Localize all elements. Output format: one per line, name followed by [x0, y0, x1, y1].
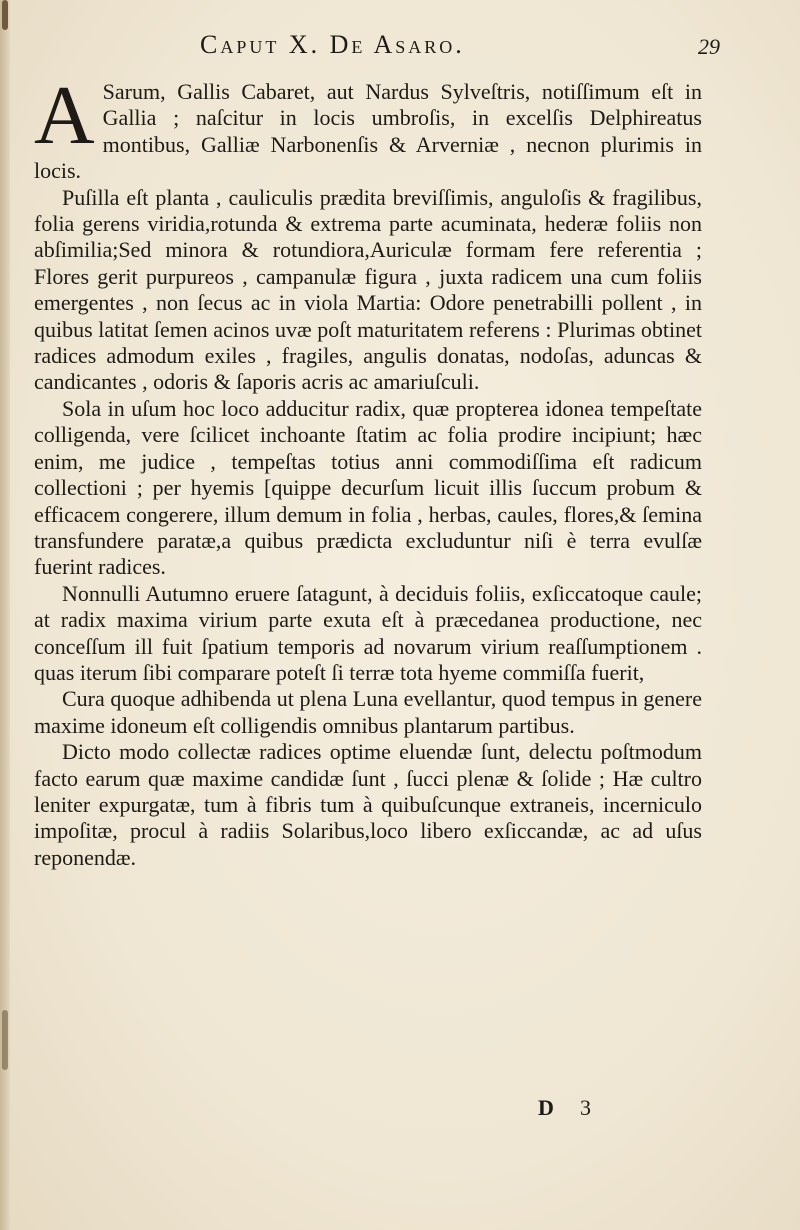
binding-mark: [2, 0, 8, 30]
page-header: [200, 30, 720, 70]
binding-mark: [2, 1010, 8, 1070]
paragraph-2: Puſilla eſt planta , cauliculis prædita breviſſimis, anguloſis & fragilibus, folia gerens viridia,rotunda & extrema parte acuminata, hederæ foliis non abſimilia;Sed minora & rotundiora,Auriculæ formam fere referentia ; Flores gerit purpureos , campanulæ figura , juxta radicem una cum foliis emergentes , non ſecus ac in viola Martia: Odore penetrabilli pollent , in quibus latitat ſemen acinos uvæ poſt maturitatem referens : Plurimas obtinet radices admodum exiles , fragiles, angulis donatas, nodoſas, aduncas & candicantes , odoris & ſaporis acris ac amariuſculi.: [34, 184, 702, 395]
signature-mark: D: [538, 1095, 554, 1120]
running-head: Caput X. De Asaro.: [200, 30, 465, 59]
paragraph-6: Dicto modo collectæ radices optime eluendæ ſunt, delectu poſtmodum facto earum quæ maxime candidæ ſunt , ſucci plenæ & ſolide ; Hæ cultro leniter expurgatæ, tum à fibris tum à quibuſcunque extraneis, incerniculo impoſitæ, procul à radiis Solaribus,loco libero exſiccandæ, ac ad uſus reponendæ.: [34, 739, 702, 870]
drop-cap: A: [34, 69, 95, 162]
paragraph-5: Cura quoque adhibenda ut plena Luna evellantur, quod tempus in genere maxime idoneum eſt colligendis omnibus plantarum partibus.: [34, 686, 702, 738]
page-number: 29: [698, 34, 720, 59]
paragraph-1-text: Sarum, Gallis Cabaret, aut Nardus Sylveſtris, notiſſimum eſt in Gallia ; naſcitur in locis umbroſis, in excelſis Delphireatus montibus, Galliæ Narbonenſis & Arverniæ , necnon plurimis in locis.: [34, 79, 702, 184]
paragraph-1: [34, 69, 702, 185]
paragraph-3: Sola in uſum hoc loco adducitur radix, quæ propterea idonea tempeſtate colligenda, vere ſcilicet inchoante ſtatim ac folia prodire incipiunt; hæc enim, me judice , tempeſtas totius anni commodiſſima eſt radicum collectioni ; per hyemis [quippe decurſum licuit illis ſuccum probum & efficacem congerere, illum demum in folia , herbas, caules, flores,& ſemina transfundere paratæ,a quibus prædicta excluduntur niſi è terra evulſæ fuerint radices.: [34, 395, 702, 580]
paragraph-4: Nonnulli Autumno eruere ſatagunt, à deciduis foliis, exſiccatoque caule; at radix maxima virium parte exuta eſt à præcedanea productione, nec conceſſum ill fuit ſpatium temporis ad novarum virium reaſſumptionem . quas iterum ſibi comparare poteſt ſi terræ tota hyeme commiſſa fuerit,: [34, 580, 702, 685]
signature-line: [0, 1095, 800, 1135]
body-text: [34, 69, 702, 871]
signature-number: 3: [580, 1095, 591, 1120]
